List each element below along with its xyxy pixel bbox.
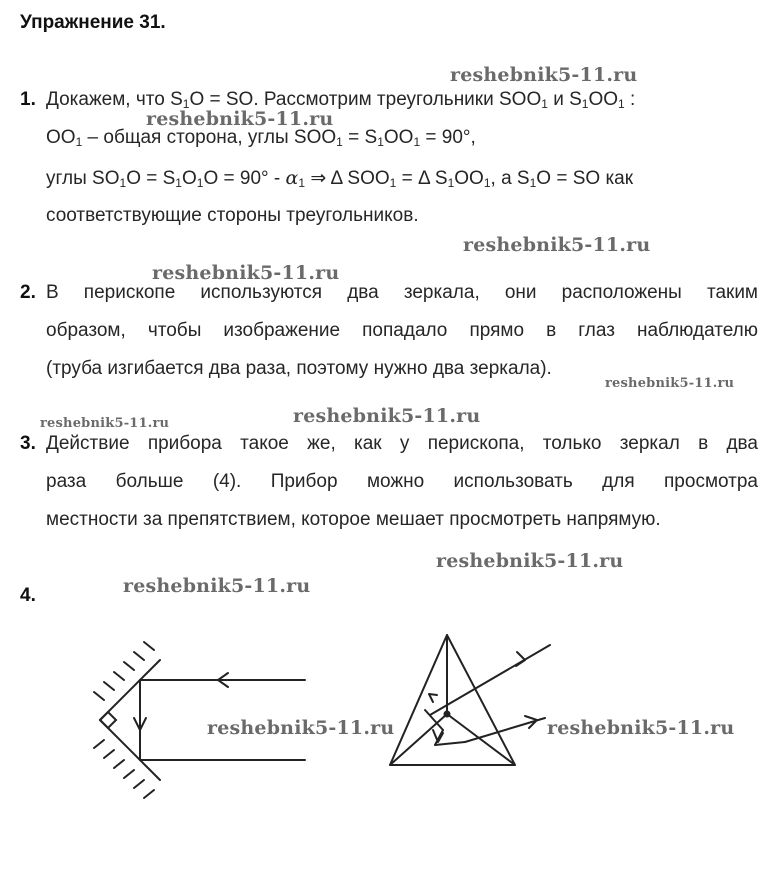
item-2-line-3: (труба изгибается два раза, поэтому нужно два зеркала).: [46, 358, 552, 379]
item-2-number: 2.: [20, 282, 36, 303]
prism-figure: [385, 630, 565, 775]
item-1-line-1: Докажем, что $S_1O$ = SO. Рассмотрим треугольники $SOO_1$ и $S_1OO_1$ :: [46, 89, 636, 111]
watermark: reshebnik5-11.ru: [463, 234, 651, 256]
item-1-number: 1.: [20, 89, 36, 110]
item-1-line-4: соответствующие стороны треугольников.: [46, 205, 419, 226]
item-3-line-3: местности за препятствием, которое мешает просмотреть напрямую.: [46, 509, 661, 530]
watermark: reshebnik5-11.ru: [146, 108, 334, 130]
item-1-line-3: углы $SO_1O = S_1O_1O = 90^\circ - \alpha_1$ ⇒ Δ $SOO_1 = \Delta$ $S_1OO_1$, а $S_1O$ = SO как: [46, 167, 634, 190]
item-3-line-2: раза больше (4). Прибор можно использовать для просмотра: [46, 471, 758, 492]
watermark: reshebnik5-11.ru: [40, 416, 170, 431]
watermark: reshebnik5-11.ru: [436, 550, 624, 572]
watermark: reshebnik5-11.ru: [547, 717, 735, 739]
exercise-title: Упражнение 31.: [20, 12, 166, 33]
watermark: reshebnik5-11.ru: [450, 64, 638, 86]
item-1-line-2: $OO_1$ – общая сторона, углы $SOO_1 = S_1OO_1 = 90^\circ$,: [46, 127, 476, 149]
item-2-line-1: В перископе используются два зеркала, они расположены таким: [46, 282, 758, 303]
watermark: reshebnik5-11.ru: [152, 262, 340, 284]
item-2-line-2: образом, чтобы изображение попадало прямо в глаз наблюдателю: [46, 320, 758, 341]
item-3-number: 3.: [20, 433, 36, 454]
watermark: reshebnik5-11.ru: [293, 405, 481, 427]
watermark: reshebnik5-11.ru: [605, 376, 735, 391]
watermark: reshebnik5-11.ru: [123, 575, 311, 597]
watermark: reshebnik5-11.ru: [207, 717, 395, 739]
item-4-number: 4.: [20, 585, 36, 606]
item-3-line-1: Действие прибора такое же, как у перископа, только зеркал в два: [46, 433, 758, 454]
